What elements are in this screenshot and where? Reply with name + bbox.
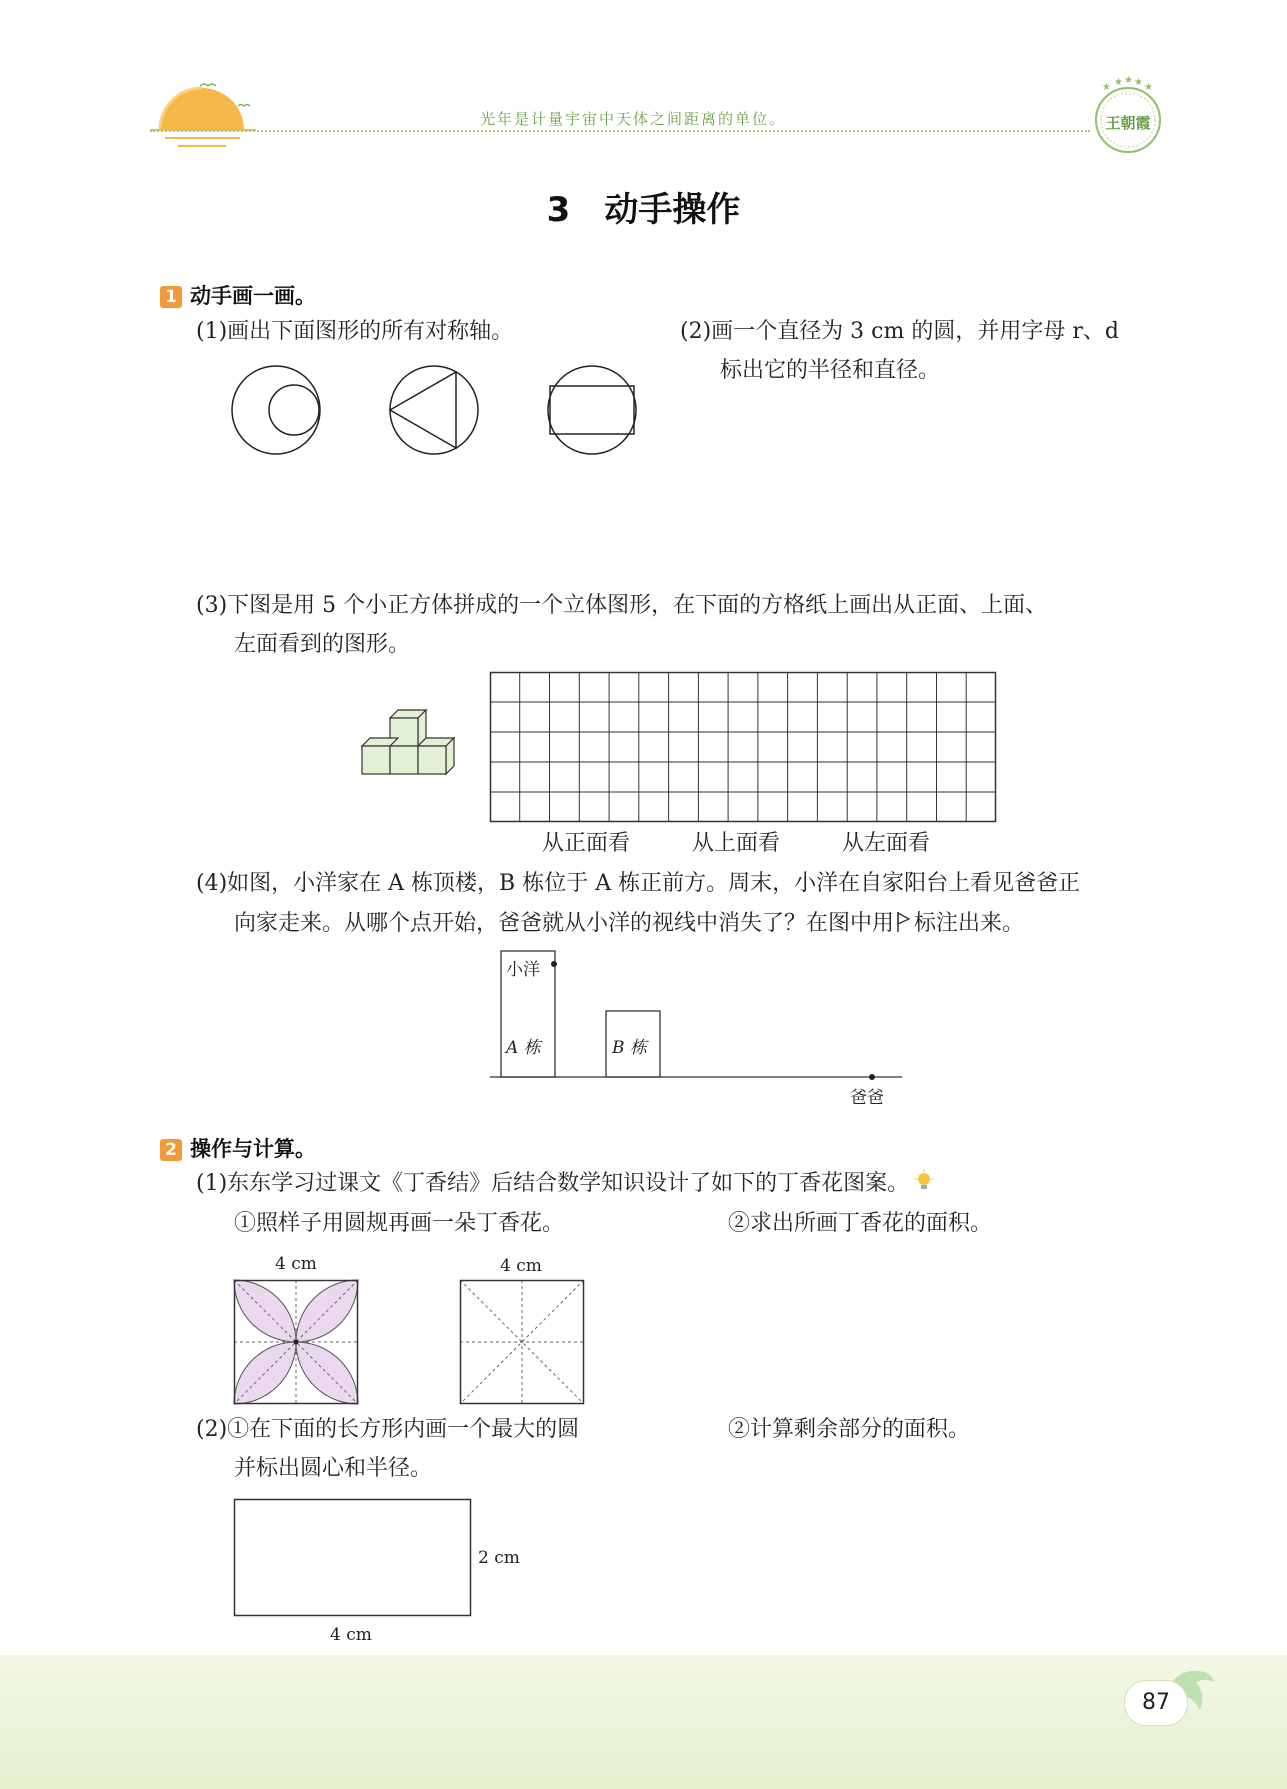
lightbulb-icon — [913, 1170, 935, 1192]
lilac-flower-figure — [234, 1280, 358, 1404]
q1-text: (1)画出下面图形的所有对称轴。 — [196, 319, 514, 344]
s2-q1-a: ①照样子用圆规再画一朵丁香花。 — [234, 1211, 565, 1236]
rect-height-label: 2 cm — [478, 1548, 520, 1568]
section-2-title: 操作与计算。 — [190, 1137, 316, 1161]
label-building-a: A 栋 — [506, 1038, 541, 1058]
svg-text:★: ★ — [1114, 77, 1123, 88]
buildings-diagram — [490, 950, 910, 1030]
cube-stack-figure — [354, 710, 458, 784]
q4-text-line2a: 向家走来。从哪个点开始，爸爸就从小洋的视线中消失了？在图中用 — [234, 911, 895, 936]
header-motto: 光年是计量宇宙中天体之间距离的单位。 — [480, 110, 787, 128]
section-1-title: 动手画一画。 — [190, 284, 316, 308]
grid-paper — [490, 672, 996, 822]
page-title: 3 动手操作 — [546, 190, 741, 230]
section-2-number: 2 — [160, 1139, 182, 1161]
blank-square-figure — [460, 1280, 584, 1404]
figure-rectangle-in-circle — [544, 362, 640, 458]
rectangle-figure — [234, 1499, 472, 1617]
q4-text-line1: (4)如图，小洋家在 A 栋顶楼，B 栋位于 A 栋正前方。周末，小洋在自家阳台上看见爸爸正 — [196, 871, 1081, 896]
grid-label-front: 从正面看 — [542, 831, 631, 856]
brand-badge-icon — [1088, 76, 1168, 156]
svg-text:★: ★ — [1134, 77, 1143, 88]
q2-text-line1: (2)画一个直径为 3 cm 的圆，并用字母 r、d — [680, 319, 1119, 344]
q4-text-line2b: 标注出来。 — [914, 911, 1025, 936]
flag-icon — [896, 911, 912, 933]
s2-q1-text-content: (1)东东学习过课文《丁香结》后结合数学知识设计了如下的丁香花图案。 — [196, 1171, 910, 1196]
rect-width-label: 4 cm — [330, 1625, 372, 1645]
s2-q2-a-line2: 并标出圆心和半径。 — [234, 1456, 433, 1481]
section-1-heading — [160, 280, 316, 310]
svg-text:★: ★ — [1144, 82, 1153, 93]
grid-label-top: 从上面看 — [692, 831, 781, 856]
figure-circle-in-circle — [228, 362, 324, 458]
s2-q2-b: ②计算剩余部分的面积。 — [728, 1417, 971, 1442]
size-label-1: 4 cm — [275, 1254, 317, 1274]
brand-badge-text: 王朝霞 — [1105, 114, 1151, 132]
page-number: 87 — [1124, 1680, 1188, 1726]
q3-text-line2: 左面看到的图形。 — [234, 632, 411, 657]
footer-background — [0, 1655, 1287, 1789]
s2-q2-a-line1: (2)①在下面的长方形内画一个最大的圆 — [196, 1417, 580, 1442]
svg-text:★: ★ — [1124, 75, 1133, 86]
q4-text-line2 — [234, 910, 1024, 939]
figure-triangle-in-circle — [386, 362, 482, 458]
q2-text-line2: 标出它的半径和直径。 — [720, 358, 941, 383]
section-1-number: 1 — [160, 286, 182, 308]
grid-label-left: 从左面看 — [842, 831, 931, 856]
label-building-b: B 栋 — [612, 1038, 647, 1058]
sun-logo-icon — [150, 78, 260, 153]
svg-text:★: ★ — [1102, 82, 1111, 93]
label-baba: 爸爸 — [850, 1088, 884, 1108]
s2-q1-text — [196, 1170, 935, 1199]
header-divider — [150, 130, 1090, 132]
size-label-2: 4 cm — [500, 1256, 542, 1276]
label-xiaoyang: 小洋 — [506, 960, 540, 980]
section-2-heading — [160, 1133, 316, 1163]
q3-text-line1: (3)下图是用 5 个小正方体拼成的一个立体图形，在下面的方格纸上画出从正面、上面、 — [196, 593, 1048, 618]
s2-q1-b: ②求出所画丁香花的面积。 — [728, 1211, 993, 1236]
